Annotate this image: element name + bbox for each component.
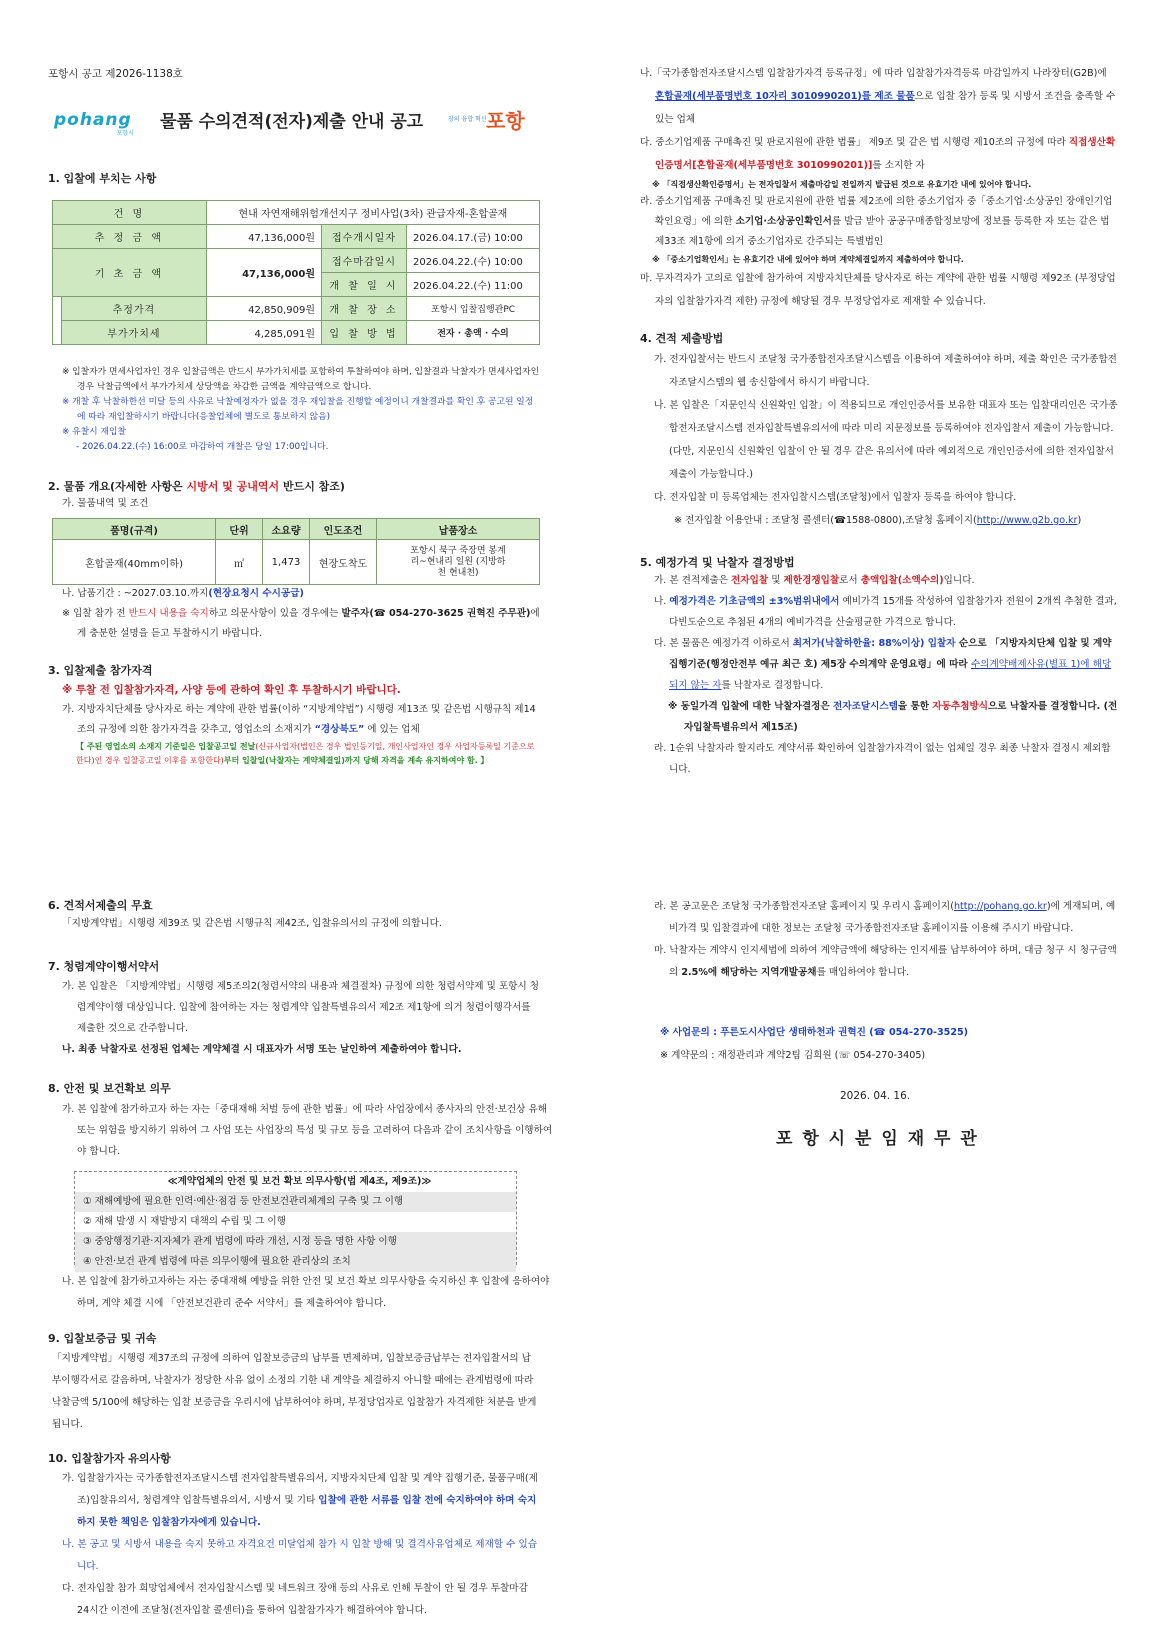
- r5-label: 입 찰 방 법: [322, 321, 407, 345]
- contract-contact: ※ 계약문의 : 재정관리과 계약2팀 김희원 (☏ 054-270-3405): [660, 1050, 926, 1061]
- base-value: 47,136,000원: [206, 249, 321, 297]
- vat-value: 4,285,091원: [206, 321, 321, 345]
- est-label: 추 정 금 액: [53, 225, 207, 249]
- section-6-title: 6. 견적서제출의 무효: [48, 899, 153, 912]
- base-label: 기 초 금 액: [53, 249, 207, 297]
- r4-label: 개 찰 장 소: [322, 297, 407, 321]
- section-7-body: 가. 본 입찰은 「지방계약법」시행령 제5조의2(청렴서약의 내용과 체결절차) 규정에 의한 청렴서약제 및 포항시 청렴계약이행 대상입니다. 입찰에 참여하는 자는 청렴계약 입찰특별유의서 제2조 제1항에 의거 청렴이행각서를 제출한 것으로 간주합니다. 나. 최종 낙찰자로 선정된 업체는 계약체결 시 대표자가 서명 또는 날인하여 제출하여야 합니다.: [62, 981, 540, 1055]
- goods-table: 품명(규격) 단위 소요량 인도조건 납품장소 혼합골재(40mm이하) ㎥ 1,473 현장도착도 포항시 북구 죽장면 봉계리~현내리 일원 (지방하천 현내천): [52, 518, 540, 585]
- section-4-title: 4. 견적 제출방법: [640, 332, 724, 345]
- safety-obligations-box: ≪계약업체의 안전 및 보건 확보 의무사항(법 제4조, 제9조)≫ ① 재해예방에 필요한 인력·예산·점검 등 안전보건관리체계의 구축 및 그 이행 ② 재해 발생 시 재발방지 대책의 수립 및 그 이행 ③ 중앙행정기관·지자체가 관계 법령에 따라 개선, 시정 등을 명한 사항 이행 ④ 안전·보건 관계 법령에 따른 의무이행에 필요한 관리상의 조치: [74, 1171, 517, 1265]
- section-3-warning: ※ 투찰 전 입찰참가자격, 사양 등에 관하여 확인 후 투찰하시기 바랍니다.: [62, 684, 401, 696]
- r1-label: 접수개시일자: [322, 225, 407, 249]
- r4-value: 포항시 입찰집행관PC: [407, 297, 540, 321]
- section-1-notes: ※ 입찰자가 면세사업자인 경우 입찰금액은 반드시 부가가치세를 포함하여 투찰하여야 하며, 입찰결과 낙찰자가 면세사업자인 경우 낙찰금액에서 부가가치세 상당액을 차감한 금액을 계약금액으로 합니다. ※ 개찰 후 낙찰하한선 미달 등의 사유로 낙찰예정자가 없을 경우 재입찰을 진행할 예정이니 개찰결과를 확인 후 공고된 일정에 따라 재입찰하시기 바랍니다(응찰업체에 별도로 통보하지 않음) ※ 유찰시 재입찰 - 2026.04.22.(수) 16:00로 마감하여 개찰은 당일 17:00입니다.: [62, 367, 540, 452]
- pohang-slogan-logo: 창의 융합 혁신 포항: [448, 109, 525, 133]
- section-2-sub: 가. 물품내역 및 조건: [62, 498, 149, 509]
- section-3-title: 3. 입찰제출 참가자격: [48, 664, 153, 677]
- section-7-title: 7. 청렴계약이행서약서: [48, 960, 160, 973]
- est-value: 47,136,000원: [206, 225, 321, 249]
- section-3-ga: 가. 지방자치단체를 당사자로 하는 계약에 관한 법률(이하 “지방계약법”) 시행령 제13조 및 같은법 시행규칙 제14조의 규정에 의한 참가자격을 갖추고, 영업소의 소재지가 “경상북도” 에 있는 업체 【 주된 영업소의 소재지 기준일은 입찰공고일 전날(신규사업자(법인은 경우 법인등기일, 개인사업자인 경우 사업자등록일 기준으로 한다)인 경우 입찰공고일 이후를 포함한다)부터 입찰일(낙찰자는 계약체결일)까지 당해 자격을 계속 유지하여야 함. 】: [62, 704, 536, 765]
- r5-value: 전자 · 총액 · 수의: [407, 321, 540, 345]
- section-10-body: 가. 입찰참가자는 국가종합전자조달시스템 전자입찰특별유의서, 지방자치단체 입찰 및 계약 집행기준, 물품구매(제조)입찰유의서, 청렴계약 입찰특별유의서, 시방서 및 기타 입찰에 관한 서류를 입찰 전에 숙지하여야 하며 숙지하지 못한 책임은 입찰참가자에게 있습니다. 나. 본 공고 및 시방서 내용을 숙지 못하고 자격요건 미달업체 참가 시 입찰 방해 및 결격사유업체로 제재할 수 있습니다. 다. 전자입찰 참가 희망업체에서 전자입찰시스템 및 네트워크 장애 등의 사유로 인해 투찰이 안 될 경우 투찰마감 24시간 이전에 조달청(전자입찰 콜센터)을 통하여 입찰참가자가 해결하여야 합니다.: [62, 1473, 538, 1616]
- name-value: 현내 자연재해위험개선지구 정비사업(3차) 관급자재-혼합골재: [206, 201, 539, 225]
- table-row: 혼합골재(40mm이하) ㎥ 1,473 현장도착도 포항시 북구 죽장면 봉계리~현내리 일원 (지방하천 현내천): [53, 540, 540, 585]
- r2-label: 접수마감일시: [322, 249, 407, 273]
- section-6-body: 「지방계약법」시행령 제39조 및 같은법 시행규칙 제42조, 입찰유의서의 규정에 의합니다.: [62, 918, 442, 929]
- price-label: 추정가격: [62, 297, 207, 321]
- business-contact: ※ 사업문의 : 푸른도시사업단 생태하천과 권혁진 (☎ 054-270-3525): [660, 1027, 969, 1038]
- r3-label: 개 찰 일 시: [322, 273, 407, 297]
- section-1-title: 1. 입찰에 부치는 사항: [48, 172, 157, 185]
- pohang-logo: pohang 포항시: [54, 110, 134, 137]
- notice-number: 포항시 공고 제2026-1138호: [48, 68, 183, 80]
- r3-value: 2026.04.22.(수) 11:00: [407, 273, 540, 297]
- section-10-continued: 라. 본 공고문은 조달청 국가종합전자조달 홈페이지 및 우리시 홈페이지(http://pohang.go.kr)에 게재되며, 예비가격 및 입찰결과에 대한 정보는 조달청 국가종합전자조달 홈페이지를 이용해 주시기 바랍니다. 마. 낙찰자는 계약시 인지세법에 의하여 계약금액에 해당하는 인지세를 납부하여야 하며, 대금 청구 시 청구금액의 2.5%에 해당하는 지역개발공채를 매입하여야 합니다.: [654, 901, 1117, 978]
- section-5-body: 가. 본 견적제출은 전자입찰 및 제한경쟁입찰로서 총액입찰(소액수의)입니다. 나. 예정가격은 기초금액의 ±3%범위내에서 예비가격 15개를 작성하여 입찰참가자 전원이 2개씩 추첨한 결과, 다빈도순으로 추첨된 4개의 예비가격을 산술평균한 가격으로 합니다. 다. 본 물품은 예정가격 이하로서 최저가(낙찰하한율: 88%이상) 입찰자 순으로 「지방자치단체 입찰 및 계약 집행기준(행정안전부 예규 최근 호) 제5장 수의계약 운영요령」에 따라 수의계약배제사유(별표 1)에 해당되지 않는 자를 낙찰자로 결정합니다. ※ 동일가격 입찰에 대한 낙찰자결정은 전자조달시스템을 통한 자동추첨방식으로 낙찰자를 결정합니다. (전자입찰특별유의서 제15조) 라. 1순위 낙찰자라 할지라도 계약서류 확인하여 입찰참가자격이 없는 업체일 경우 최종 낙찰자 결정시 제외합니다.: [654, 575, 1118, 775]
- section-9-body: 「지방계약법」시행령 제37조의 규정에 의하여 입찰보증금의 납부를 면제하며, 입찰보증금납부는 전자입찰서의 납부이행각서로 갈음하며, 낙찰자가 정당한 사유 없이 소정의 기한 내 계약을 체결하지 아니할 때에는 관계법령에 따라 낙찰금액 5/100에 해당하는 입찰 보증금을 우리시에 납부하여야 하며, 부정당업자로 입찰참가 자격제한 처분을 받게 됩니다.: [52, 1353, 537, 1430]
- issuer: 포 항 시 분 임 재 무 관: [776, 1129, 979, 1149]
- issue-date: 2026. 04. 16.: [840, 1090, 911, 1102]
- section-8-title: 8. 안전 및 보건확보 의무: [48, 1082, 171, 1095]
- page-title: 물품 수의견적(전자)제출 안내 공고: [160, 112, 424, 132]
- section-8-ga: 가. 본 입찰에 참가하고자 하는 자는「중대재해 처벌 등에 관한 법률」에 따라 사업장에서 종사자의 안전·보건상 유해 또는 위험을 방지하기 위하여 그 사업 또는 사업장의 특성 및 규모 등을 고려하여 다음과 같이 조치사항을 이행하여야 합니다.: [62, 1104, 553, 1157]
- price-value: 42,850,909원: [206, 297, 321, 321]
- section-10-title: 10. 입찰참가자 유의사항: [48, 1452, 171, 1465]
- section-5-title: 5. 예정가격 및 낙찰자 결정방법: [640, 556, 795, 569]
- section-8-na: 나. 본 입찰에 참가하고자하는 자는 중대재해 예방을 위한 안전 및 보건 확보 의무사항을 숙지하신 후 입찰에 응하여야 하며, 계약 체결 시에 「안전보건관리 준수 서약서」를 제출하여야 합니다.: [62, 1276, 550, 1309]
- name-label: 건 명: [53, 201, 207, 225]
- section-2-notes: 나. 납품기간 : ~2027.03.10.까지(현장요청시 수시공급) ※ 입찰 참가 전 반드시 내용을 숙지하고 의문사항이 있을 경우에는 발주자(☎ 054-270-3625 권혁진 주무관)에게 충분한 설명을 듣고 투찰하시기 바랍니다.: [62, 588, 540, 639]
- vat-label: 부가가치세: [62, 321, 207, 345]
- section-3-continued: 나.「국가종합전자조달시스템 입찰참가자격 등록규정」에 따라 입찰참가자격등록 마감일까지 나라장터(G2B)에 혼합골재(세부품명번호 10자리 3010990201)를 제조 물품으로 입찰 참가 등록 및 시방서 조건을 충족할 수 있는 업체 다. 중소기업제품 구매촉진 및 판로지원에 관한 법률」 제9조 및 같은 법 시행령 제10조의 규정에 따라 직접생산확인증명서[혼합골재(세부품명번호 3010990201)]를 소지한 자 ※ 「직접생산확인증명서」는 전자입찰서 제출마감일 전일까지 발급된 것으로 유효기간 내에 있어야 합니다. 라. 중소기업제품 구매촉진 및 판로지원에 관한 법률 제2조에 의한 중소기업자 중「중소기업·소상공인 장애인기업 확인요령」에 의한 소기업·소상공인확인서를 발급 받아 공공구매종합정보망에 정보를 등록한 자 또는 같은 법 제33조 제1항에 의거 중소기업자로 간주되는 특별법인 ※ 「중소기업확인서」는 유효기간 내에 있어야 하며 계약체결일까지 제출하여야 합니다. 마. 무자격자가 고의로 입찰에 참가하여 지방자치단체를 당사자로 하는 계약에 관한 법률 시행령 제92조 (부정당업자의 입찰참가자격 제한) 규정에 해당될 경우 부정당업자로 제재할 수 있습니다.: [640, 68, 1116, 307]
- r1-value: 2026.04.17.(금) 10:00: [407, 225, 540, 249]
- bid-info-table: [52, 200, 540, 345]
- section-4-body: 가. 전자입찰서는 반드시 조달청 국가종합전자조달시스템을 이용하여 제출하여야 하며, 제출 확인은 국가종합전자조달시스템의 웹 송신함에서 하시기 바랍니다. 나. 본 입찰은「지문인식 신원확인 입찰」이 적용되므로 개인인증서를 보유한 대표자 또는 입찰대리인은 국가종합전자조달시스템 전자입찰특별유의서에 따라 미리 지문정보를 등록하여야 전자입찰서 제출이 가능합니다.(다만, 지문인식 신원확인 입찰이 안 될 경우 같은 유의서에 따라 예외적으로 개인인증서에 의한 전자입찰서 제출이 가능합니다.) 다. 전자입찰 미 등록업체는 전자입찰시스템(조달청)에서 입찰자 등록을 하여야 합니다. ※ 전자입찰 이용안내 : 조달청 콜센터(☎1588-0800),조달청 홈페이지(http://www.g2b.go.kr): [654, 354, 1118, 526]
- section-9-title: 9. 입찰보증금 및 귀속: [48, 1332, 157, 1345]
- r2-value: 2026.04.22.(수) 10:00: [407, 249, 540, 273]
- section-2-title: 2. 물품 개요(자세한 사항은 시방서 및 공내역서 반드시 참조): [48, 480, 345, 493]
